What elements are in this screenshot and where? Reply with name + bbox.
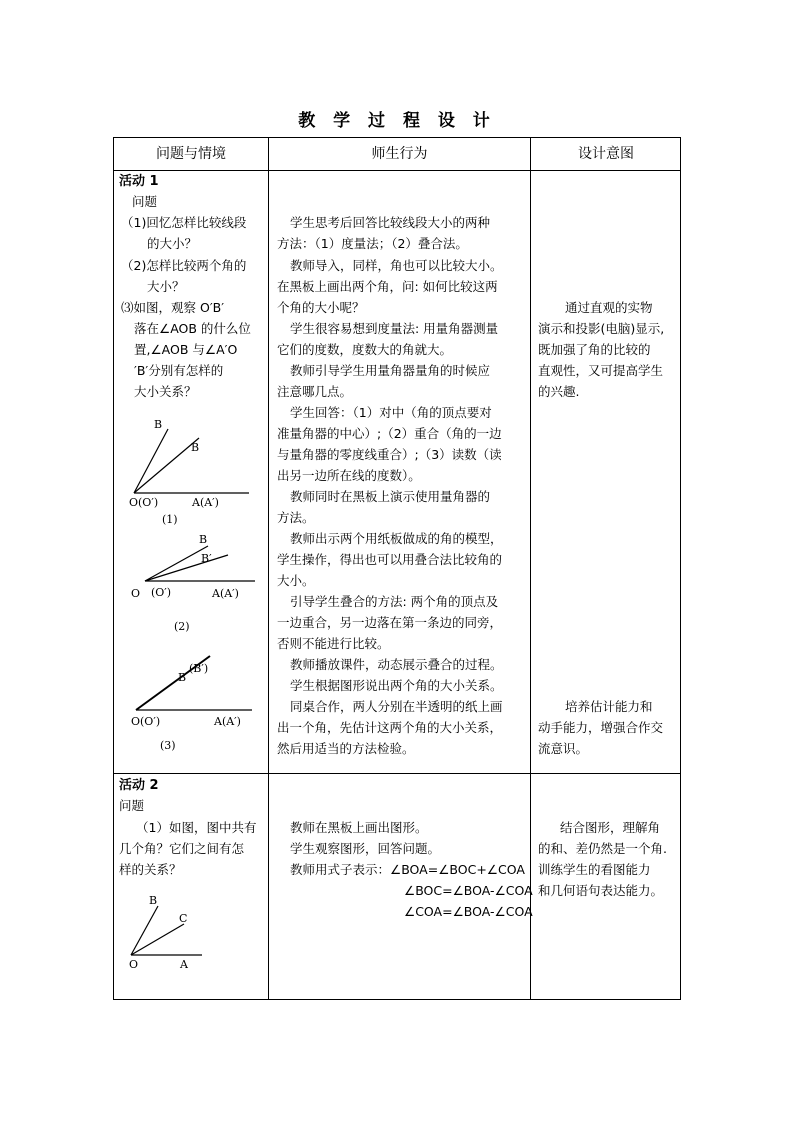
activity1-action-line: 然后用适当的方法检验。 <box>277 741 415 756</box>
activity2-heading: 活动 2 <box>119 778 159 793</box>
figure-caption: (2) <box>174 620 190 633</box>
activity1-q3-line1: ⑶如图，观察 O′B′ <box>121 300 225 315</box>
activity1-q3-line5: 大小关系？ <box>134 384 197 399</box>
column-divider <box>268 138 269 999</box>
activity1-intent-line: 直观性，又可提高学生 <box>538 363 664 378</box>
activity2-q1-line2: 几个角？它们之间有怎 <box>119 841 245 856</box>
activity1-action-line: 与量角器的零度线重合）;（3）读数（读 <box>277 447 502 462</box>
activity1-action-line: 教师同时在黑板上演示使用量角器的 <box>290 489 491 504</box>
activity2-action-line: 教师用式子表示：∠BOA=∠BOC+∠COA <box>290 862 525 877</box>
activity1-action-line: 个角的大小呢？ <box>277 300 365 315</box>
activity1-action-line: 出一个角，先估计这两个角的大小关系， <box>277 720 503 735</box>
activity1-q3-line4: ′B′分别有怎样的 <box>134 363 224 378</box>
header-intent: 设计意图 <box>578 146 634 162</box>
activity1-action-line: 否则不能进行比较。 <box>277 636 390 651</box>
activity1-action-line: 教师引导学生用量角器量角的时候应 <box>290 363 491 378</box>
activity1-action-line: 教师出示两个用纸板做成的角的模型， <box>290 531 503 546</box>
activity1-action-line: 学生很容易想到度量法: 用量角器测量 <box>290 321 499 336</box>
label-B: B <box>154 418 163 431</box>
activity1-intent-line: 动手能力，增强合作交 <box>538 720 664 735</box>
activity1-action-line: 它们的度数，度数大的角就大。 <box>277 342 453 357</box>
angle-figure-2 <box>129 528 264 638</box>
activity1-action-line: 学生操作，得出也可以用叠合法比较角的 <box>277 552 503 567</box>
activity2-action-line: ∠BOC=∠BOA-∠COA <box>404 883 533 898</box>
activity1-intent-line: 通过直观的实物 <box>565 300 653 315</box>
angle-figure-3 <box>126 648 266 758</box>
activity1-q1-line1: （1)回忆怎样比较线段 <box>121 215 247 230</box>
activity2-intent-line: 训练学生的看图能力 <box>538 862 651 877</box>
activity1-intent-line: 培养估计能力和 <box>565 699 653 714</box>
activity1-intent-line: 的兴趣. <box>538 384 580 399</box>
lesson-table <box>113 137 681 1000</box>
activity1-action-line: 一边重合，另一边落在第一条边的同旁， <box>277 615 503 630</box>
label-B: B <box>199 533 208 546</box>
activity1-intent-line: 既加强了角的比较的 <box>538 342 651 357</box>
header-problem: 问题与情境 <box>156 146 226 162</box>
activity1-q2-line2: 大小？ <box>147 279 185 294</box>
header-actions: 师生行为 <box>371 146 428 162</box>
activity2-q1-line3: 样的关系？ <box>119 862 182 877</box>
activity1-q2-line1: （2)怎样比较两个角的 <box>121 258 247 273</box>
label-O: O <box>129 958 139 971</box>
activity2-q1-line1: （1）如图，图中共有 <box>136 820 257 835</box>
figure-caption: (1) <box>162 513 178 526</box>
label-B: B <box>149 894 158 907</box>
label-B-prime: B′ <box>201 552 212 565</box>
label-B-inner: B <box>191 441 200 454</box>
label-O: O <box>131 587 141 600</box>
label-B-prime: (B′) <box>189 662 209 675</box>
activity1-action-line: 学生根据图形说出两个角的大小关系。 <box>290 678 503 693</box>
activity1-action-line: 注意哪几点。 <box>277 384 353 399</box>
label-O-prime: (O′) <box>151 586 172 599</box>
column-divider <box>530 138 531 999</box>
label-A: A <box>180 958 188 971</box>
activity1-intent-line: 流意识。 <box>538 741 589 756</box>
angle-figure-4 <box>124 893 224 973</box>
activity2-action-line: ∠COA=∠BOA-∠COA <box>404 904 533 919</box>
activity2-action-line: 学生观察图形，回答问题。 <box>290 841 441 856</box>
angle-figure-1 <box>124 416 264 528</box>
activity2-intent-line: 和几何语句表达能力。 <box>538 883 664 898</box>
activity1-action-line: 引导学生叠合的方法: 两个角的顶点及 <box>290 594 499 609</box>
label-A: A(A′) <box>192 496 219 509</box>
activity1-action-line: 出另一边所在线的度数）。 <box>277 468 421 483</box>
ray-OB-prime <box>134 438 199 493</box>
ray-OB <box>134 429 168 493</box>
activity2-intent-line: 结合图形，理解角 <box>560 820 661 835</box>
label-B: B <box>178 671 187 684</box>
label-A: A(A′) <box>212 587 239 600</box>
activity1-action-line: 同桌合作，两人分别在半透明的纸上画 <box>290 699 503 714</box>
ray-OB-prime <box>145 555 228 581</box>
activity1-q3-line2: 落在∠AOB 的什么位 <box>134 321 251 336</box>
header-divider <box>114 170 680 171</box>
label-A: A(A′) <box>214 715 241 728</box>
label-C: C <box>179 912 188 925</box>
activity1-action-line: 教师导入，同样，角也可以比较大小。 <box>290 258 503 273</box>
activity1-q3-line3: 置,∠AOB 与∠A′O <box>134 342 238 357</box>
page-title: 教 学 过 程 设 计 <box>298 111 496 131</box>
activity1-action-line: 大小。 <box>277 573 315 588</box>
activity1-q1-line2: 的大小？ <box>147 236 198 251</box>
activity2-action-line: 教师在黑板上画出图形。 <box>290 820 428 835</box>
activity1-action-line: 在黑板上画出两个角，问: 如何比较这两 <box>277 279 498 294</box>
activity1-action-line: 方法：（1）度量法；（2）叠合法。 <box>277 236 468 251</box>
activity1-action-line: 方法。 <box>277 510 315 525</box>
row-divider <box>114 773 680 774</box>
label-O: O(O′) <box>131 715 161 728</box>
figure-caption: (3) <box>160 739 176 752</box>
label-O: O(O′) <box>129 496 159 509</box>
ray-OB <box>145 546 208 581</box>
activity2-problem-label: 问题 <box>119 798 145 813</box>
activity1-heading: 活动 1 <box>119 174 159 189</box>
activity1-action-line: 教师播放课件，动态展示叠合的过程。 <box>290 657 503 672</box>
activity1-action-line: 准量角器的中心）;（2）重合（角的一边 <box>277 426 502 441</box>
activity2-intent-line: 的和、差仍然是一个角. <box>538 841 667 856</box>
activity1-action-line: 学生回答：（1）对中（角的顶点要对 <box>290 405 492 420</box>
activity1-intent-line: 演示和投影(电脑)显示, <box>538 321 665 336</box>
activity1-action-line: 学生思考后回答比较线段大小的两种 <box>290 215 491 230</box>
activity1-problem-label: 问题 <box>132 194 158 209</box>
